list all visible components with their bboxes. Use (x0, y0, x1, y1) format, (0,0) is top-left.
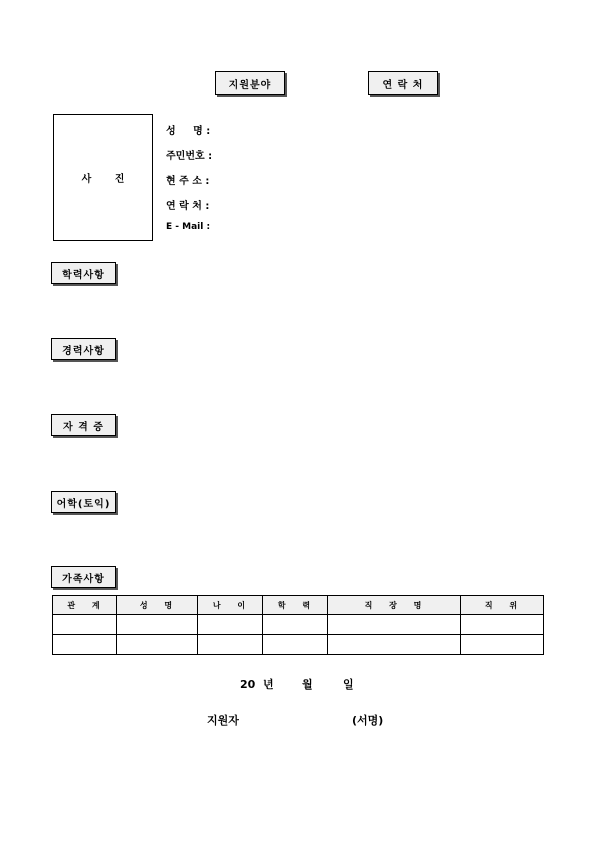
table-cell[interactable] (198, 635, 263, 655)
date-year: 20 년 (240, 678, 274, 691)
table-cell[interactable] (117, 635, 198, 655)
date-day: 일 (343, 678, 354, 691)
table-cell[interactable] (53, 635, 117, 655)
header-name: 성 명 (117, 596, 198, 615)
table-cell[interactable] (328, 635, 461, 655)
address-label: 현 주 소 : (166, 176, 210, 187)
photo-box[interactable] (53, 114, 153, 241)
table-cell[interactable] (461, 635, 544, 655)
table-cell[interactable] (263, 635, 328, 655)
photo-label: 사 진 (81, 174, 125, 185)
header-education: 학 력 (263, 596, 328, 615)
education-section-label: 학력사항 (51, 262, 116, 284)
table-row (53, 615, 544, 635)
date-month: 월 (302, 678, 313, 691)
id-number-label: 주민번호 : (166, 151, 213, 162)
family-table-header-row (53, 596, 544, 615)
table-cell[interactable] (53, 615, 117, 635)
email-label: E - Mail : (166, 222, 211, 232)
language-section-label: 어학(토익) (51, 491, 116, 513)
family-section-label: 가족사항 (51, 566, 116, 588)
name-label: 성 명 : (166, 126, 211, 137)
table-cell[interactable] (461, 615, 544, 635)
header-age: 나 이 (198, 596, 263, 615)
field-label: 지원분야 (215, 71, 285, 95)
table-cell[interactable] (328, 615, 461, 635)
contact-label: 연 락 처 (368, 71, 438, 95)
header-relation: 관 계 (53, 596, 117, 615)
table-cell[interactable] (117, 615, 198, 635)
table-cell[interactable] (198, 615, 263, 635)
certificates-section-label: 자 격 증 (51, 414, 116, 436)
career-section-label: 경력사항 (51, 338, 116, 360)
signature-label: (서명) (352, 714, 384, 727)
header-workplace: 직 장 명 (328, 596, 461, 615)
table-row (53, 635, 544, 655)
family-table (52, 595, 544, 655)
table-cell[interactable] (263, 615, 328, 635)
header-position: 직 위 (461, 596, 544, 615)
phone-label: 연 락 처 : (166, 201, 210, 212)
applicant-label: 지원자 (207, 714, 239, 727)
